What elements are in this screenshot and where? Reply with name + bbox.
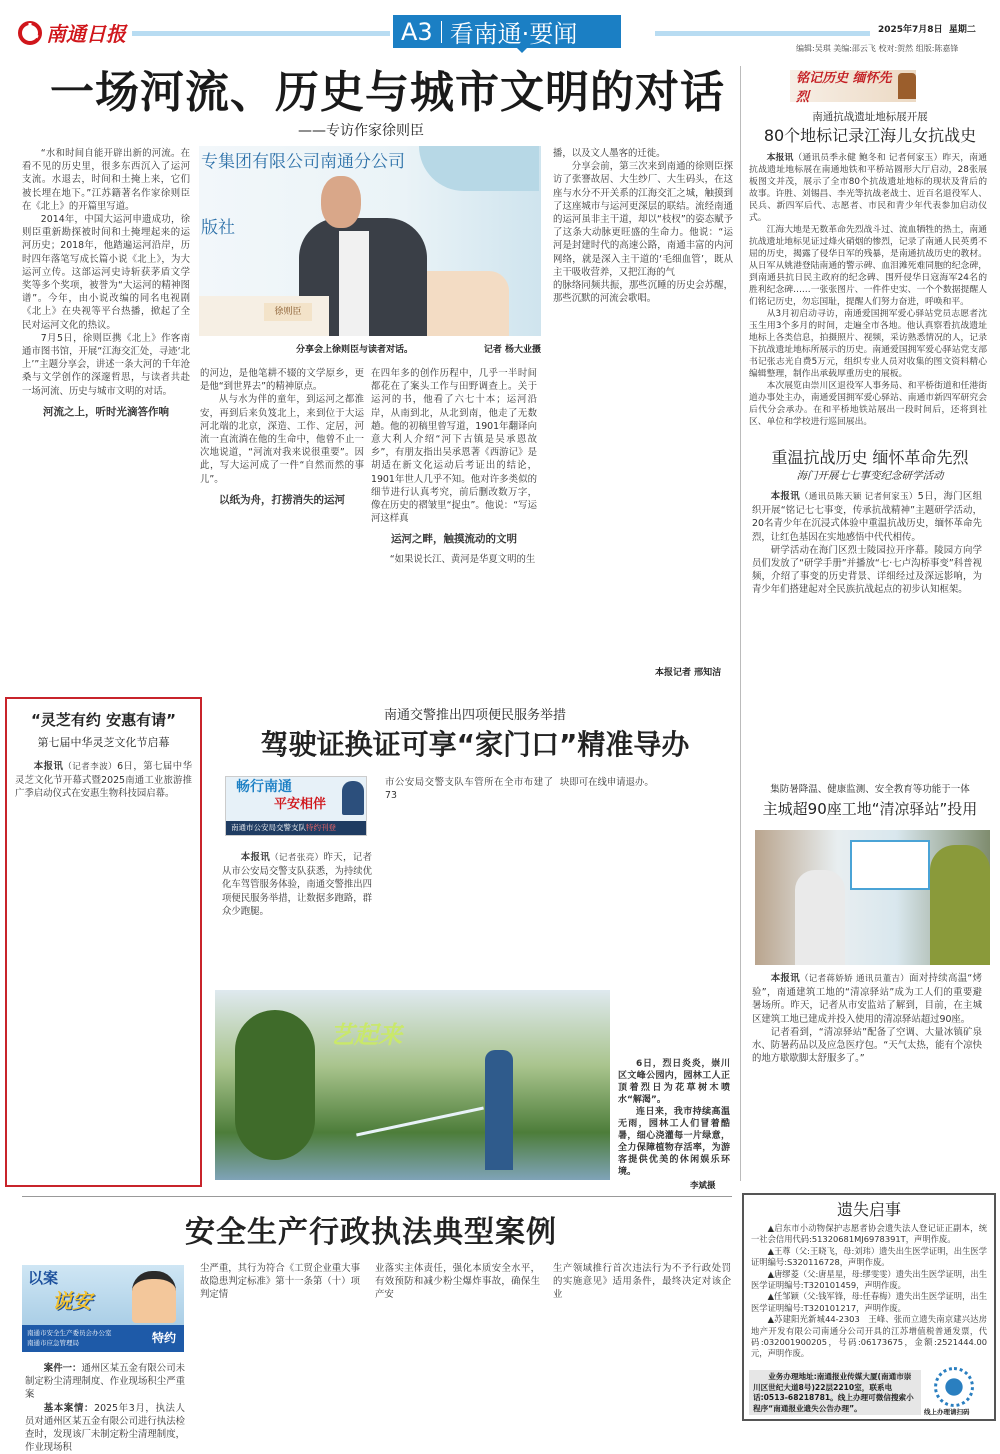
worker-figure xyxy=(795,870,845,965)
paragraph: 2014年，中国大运河申遗成功，徐则臣重新勘探被时间和土掩埋起来的运河历史；2018年，他踏遍运河沿岸，历时四年落笔写成长篇小说《北上》，为大运河立传。这部运河史诗斩获茅盾文学奖等多个奖项，被誉为“大运河的精神图谱”。今年，由小说改编的同名电视剧《北上》在央视等平台热播，掀起了全民对运河文化的热议。 xyxy=(22,214,190,331)
dateline: 本报讯 xyxy=(766,153,794,163)
lead-column-1 xyxy=(22,147,190,687)
lead-column-2 xyxy=(200,367,364,687)
article-body xyxy=(15,760,192,1180)
photo-credit: 李斌摄 xyxy=(690,1181,716,1191)
subheading: 河流之上，听时光滴答作响 xyxy=(43,405,169,418)
text: 2025年3月，执法人员对通州区某五金有限公司进行执法检查时，发现该厂未制定粉尘清理制度，作业现场积 xyxy=(25,1402,185,1454)
text: 6日，第七届中华灵芝文化节开幕式暨2025南通工业旅游推广季启动仪式在安惠生物科技园启幕。 xyxy=(15,761,192,800)
logo-line: 畅行南通 xyxy=(236,779,292,795)
dateline: 本报讯 xyxy=(770,973,800,984)
article-column-3 xyxy=(560,776,730,976)
paragraph: 的脉络同频共振，那些沉睡的历史会苏醒，那些沉默的河流会歌唱。 xyxy=(553,280,733,305)
footer-org: 南通市公安局交警支队 xyxy=(231,823,306,832)
author-photo xyxy=(199,146,541,336)
notice-board xyxy=(850,840,930,890)
photo-shirt xyxy=(339,231,369,336)
photo-nameplate: 徐则臣 xyxy=(264,303,312,321)
tree xyxy=(235,1010,315,1160)
paragraph: 播，以及文人墨客的迁徙。 xyxy=(553,148,666,159)
logo-footer xyxy=(226,821,366,835)
reporters: （记者张亮） xyxy=(270,853,324,863)
article-body xyxy=(222,851,372,981)
office-info: 业务办理地址:南通报业传媒大厦(南通市崇川区世纪大道8号)22层2210室，联系电话:0513-68218781。线上办理可微信搜索小程序“南通报业遗失公告办理”。 xyxy=(749,1370,921,1415)
photo-caption xyxy=(199,344,541,356)
banner-text: 铭记历史 缅怀先烈 xyxy=(796,71,892,105)
article-column-2 xyxy=(200,1262,360,1440)
editor-credits: 编辑:吴琪 美编:邵云飞 校对:贺然 组版:陈嘉锋 xyxy=(796,44,959,53)
article-column-2 xyxy=(385,776,553,976)
text: 5日，海门区组织开展“铭记七七事变，传承抗战精神”主题研学活动，20名青少年在沉浸式体验中重温抗战历史，缅怀革命先烈，让红色基因在实地感悟中代代相传。 xyxy=(752,491,982,543)
article-body xyxy=(25,1362,185,1454)
caption-text: 分享会上徐则臣与读者对话。 xyxy=(296,345,414,355)
paragraph: “水和时间自能开辟出新的河流。在看不见的历史里，很多东西沉入了运河支流。水退去，时间和土掩上来，它们被长埋在地下。”江苏籍著名作家徐则臣在《北上》的开篇里写道。 xyxy=(22,148,190,212)
article-column-4 xyxy=(553,1262,731,1440)
text: 昨天，南通抗战遗址地标展在南通地铁和平桥站圆形大厅启动，28张展板图文并茂，展示了全市80个抗战遗址地标的现状及背后的故事。许胜、刘锡昌、李光等抗战老战士、近百名退役军人、民兵、新四军后代、志愿者、市民和青少年代表参加启动仪式。 xyxy=(749,153,987,223)
article-body xyxy=(752,972,982,1177)
headline: 重温抗战历史 缅怀革命先烈 xyxy=(771,448,969,467)
soldiers-silhouette-icon xyxy=(898,73,916,99)
dateline: 本报讯 xyxy=(240,852,271,863)
case-title: 通州区某五金有限公司未制定粉尘清理制度、作业现场积尘严重案 xyxy=(25,1363,185,1401)
paragraph xyxy=(25,1362,185,1402)
notice-item: ▲唐缪菱（父:唐星星，母:缪雯雯）遗失出生医学证明，出生医学证明编号:T320101459，声明作废。 xyxy=(751,1268,987,1291)
photo-banner-text: 版社 xyxy=(201,218,235,238)
logo-tag: 特约 xyxy=(151,1331,176,1345)
dateline: 本报讯 xyxy=(770,491,800,502)
masthead xyxy=(0,0,1000,58)
paragraph: 块即可在线申请退办。 xyxy=(560,777,654,788)
reporters: （记者李波） xyxy=(63,762,118,772)
date: 2025年7月8日 xyxy=(878,25,943,35)
section-tab xyxy=(393,15,621,48)
logo-text: 南通日报 xyxy=(46,22,126,46)
paragraph: 从3月初启动寻访，南通爱国拥军爱心驿站党员志愿者沈玉生用3个多月的时间，走遍全市各地。他认真察看抗战遗址地标上各类信息，拍摄照片、视频，采访熟悉情况的人，记录下抗战遗址地标所展示的历史。南通爱国拥军爱心驿站党支部书记张志光自费5万元，组织专业人员对收集的图文资料精心编辑整理，制作出承载厚重历史的展板。 xyxy=(749,309,987,379)
paragraph: 从与水为伴的童年，到运河之都淮安，再到后来负笈北上，来到位于大运河北端的北京，深造、工作、定居，河流一直流淌在他的生命中，他曾不止一次地说道，“河流对我来说很重要”。因此，写大运河成了一件“自然而然的事儿”。 xyxy=(200,394,364,485)
headline: 驾驶证换证可享“家门口”精准导办 xyxy=(260,728,690,761)
tab-separator xyxy=(441,21,442,43)
park-watering-photo xyxy=(215,990,610,1180)
notice-item: ▲任邹颖（父:钱军锋，母:任春梅）遗失出生医学证明，出生医学证明编号:T320101217，声明作废。 xyxy=(751,1291,987,1313)
dateline: 本报讯 xyxy=(33,761,64,772)
section-divider xyxy=(22,1196,732,1197)
worker-figure xyxy=(930,845,990,965)
lead-column-3 xyxy=(371,367,537,687)
notice-item: ▲苏建阳光新城44-2303 王峰、张而立遗失南京建兴达房地产开发有限公司南通分公司开具的江苏增值税普通发票，代码:032001900205，号码:06173675，金额:2521444.00元，声明作废。 xyxy=(751,1314,987,1359)
paragraph: 7月5日，徐则臣携《北上》作客南通市图书馆，开展“江海交汇处，寻迹‘北上’”主题分享会，讲述一条大河的千年沧桑与文学创作的深邃哲思，与读者共赴一场河流、历史与城市文明的对话。 xyxy=(22,332,190,397)
org-name: 南通市安全生产委员会办公室 xyxy=(27,1329,112,1337)
page-number: A3 xyxy=(401,17,433,46)
cooling-station-photo xyxy=(755,830,990,965)
paragraph: 市公安局交警支队车管所在全市布建了73 xyxy=(385,777,553,802)
lead-subtitle: ——专访作家徐则臣 xyxy=(298,123,424,139)
notices-title: 遗失启事 xyxy=(836,1200,901,1219)
logo-footer xyxy=(22,1325,184,1352)
paragraph: 分享会前，第三次来到南通的徐则臣探访了张謇故居、大生纱厂、大生码头，在这座与水分不开关系的江海交汇之城，触摸到了这座城市与运河更深层的联结。流经南通的运河虽非主干道，却以“枝杈”的姿态赋予了这条大动脉更旺盛的生命力。他说：“运河是封建时代的高速公路，南通丰富的内河网络，就是深入主干道的‘毛细血管’，既从主干吸收营养，又把江海的气 xyxy=(553,161,733,278)
subheading: 以纸为舟，打捞消失的运河 xyxy=(219,493,345,506)
text: 昨天，记者从市公安局交警支队获悉，为持续优化车驾管服务体验，南通交警推出四项便民服务举措，让数据多跑路，群众少跑腿。 xyxy=(222,852,373,917)
reporters: （记者蒋娇娇 通讯员董吉） xyxy=(799,974,910,984)
paragraph: 江海大地是无数革命先烈战斗过、流血牺牲的热土，南通抗战遗址地标见证过烽火硝烟的惨烈，记录了南通人民英勇不屈的历史，揭露了侵华日军的残暴，是南通抗战历史的教材。从日军从姚港登陆南通的警示碑、血泪滩死难同胞的纪念碑，到南通县抗日民主政府的纪念碑、围歼侵华日寇海军24名的胜利纪念碑……一张张图片、一件件史实、一个个数据提醒人们铭记历史，勿忘国耻，提醒人们努力奋进，呼唤和平。 xyxy=(749,225,987,307)
paragraph: 业落实主体责任，强化本质安全水平，有效预防和减少粉尘爆炸事故，确保生产安 xyxy=(375,1263,540,1301)
safety-column-logo xyxy=(22,1265,184,1352)
subtitle: 第七届中华灵芝文化节启幕 xyxy=(37,736,170,749)
byline: 本报记者 邢知洁 xyxy=(655,668,722,678)
header-line-right xyxy=(655,31,870,36)
column-divider xyxy=(740,66,741,1181)
logo-line: 说安 xyxy=(52,1289,92,1313)
article-column-3 xyxy=(375,1262,540,1440)
article-body xyxy=(752,490,982,765)
lead-headline: 一场河流、历史与城市文明的对话 xyxy=(50,67,725,118)
qr-label: 线上办理请扫码 xyxy=(924,1408,970,1416)
paragraph xyxy=(15,760,192,801)
paragraph xyxy=(25,1402,185,1454)
paragraph: 6日，烈日炎炎，崇川区文峰公园内，园林工人正顶着烈日为花草树木喷水“解渴”。 xyxy=(618,1059,730,1105)
subtitle: 海门开展七七事变纪念研学活动 xyxy=(796,470,944,482)
qr-code[interactable] xyxy=(934,1367,974,1407)
subheading: 运河之畔，触摸流动的文明 xyxy=(391,533,517,546)
photo-face xyxy=(321,176,361,228)
issue-date xyxy=(878,22,976,35)
paragraph: 本次展览由崇川区退役军人事务局、和平桥街道和任港街道办事处主办，南通爱国拥军爱心驿站、南通市新四军研究会后代分会承办。在和平桥地铁站展出一段时间后，还将到社区、单位和学校进行巡回展出。 xyxy=(749,381,987,427)
reporters: （通讯员季永健 鲍冬和 记者何家玉） xyxy=(793,153,943,163)
section-name: 看南通·要闻 xyxy=(449,20,578,48)
kicker: 集防暑降温、健康监测、安全教育等功能于一体 xyxy=(770,784,970,795)
feature-banner xyxy=(790,70,916,105)
paragraph: “如果说长江、黄河是华夏文明的生 xyxy=(389,553,536,565)
paragraph xyxy=(752,972,982,1026)
kicker: 南通抗战遗址地标展开展 xyxy=(812,111,928,123)
paragraph: 连日来，我市持续高温无雨，园林工人们冒着酷暑，细心浇灌每一片绿意，全力保障植物存活率，为游客提供优美的休闲娱乐环境。 xyxy=(618,1107,730,1177)
headline: 安全生产行政执法典型案例 xyxy=(185,1215,557,1250)
paragraph xyxy=(749,152,987,224)
paragraph: 在四年多的创作历程中，几乎一半时间都花在了案头工作与田野调查上。关于运河的书，他看了六七十本；运河沿岸，从南到北，从北到南，他走了无数趟。他的初稿里曾写道，1901年翻译向意大利人介绍“河下古镇是吴承恩故乡”，有朋友指出吴承恩著《西游记》是胡适在新文化运动后考证出的结论，1901年世人几乎不知。他对许多类似的细节进行认真考究，前后删改数万字，像在历史的褶皱里“捉虫”。他说：“写运河这样真 xyxy=(371,368,537,525)
traffic-column-logo xyxy=(225,776,367,836)
lost-notices-box xyxy=(742,1193,996,1421)
footer-tag: 特约刊登 xyxy=(306,823,336,832)
paragraph: 研学活动在海门区烈士陵园拉开序幕。陵园方向学员们发放了“研学手册”并播放“七·七卢沟桥事变”科普视频，介绍了事变的历史背景、详细经过及深远影响，为青少年们搭建起对全民族抗战起点的初步认知框架。 xyxy=(752,544,982,596)
photo-credit: 记者 杨大业摄 xyxy=(483,345,541,355)
paragraph xyxy=(752,490,982,544)
section-tab-pointer xyxy=(517,48,527,53)
paragraph: 记者看到，“清凉驿站”配备了空调、大量冰镇矿泉水、防暑药品以及应急医疗包。“天气太热，能有个凉快的地方歇歇脚太舒服多了。” xyxy=(752,1026,982,1065)
worker-cartoon-icon xyxy=(132,1271,176,1323)
culture-festival-box xyxy=(5,697,202,1187)
weekday: 星期二 xyxy=(948,25,976,35)
water-spray xyxy=(356,1107,484,1137)
police-cartoon-icon xyxy=(342,781,364,815)
headline: 80个地标记录江海儿女抗战史 xyxy=(763,126,977,145)
org-name: 南通市应急管理局 xyxy=(27,1339,79,1347)
paragraph: 生产领域推行首次违法行为不予行政处罚的实施意见》适用条件，最终决定对该企业 xyxy=(553,1263,731,1301)
logo-line: 以案 xyxy=(28,1269,59,1287)
headline: “灵芝有约 安惠有请” xyxy=(31,711,176,729)
logo-emblem-icon xyxy=(18,21,42,45)
logo-line: 平安相伴 xyxy=(274,797,327,812)
kicker: 南通交警推出四项便民服务举措 xyxy=(383,708,566,723)
photo-banner-text: 专集团有限公司南通分公司 xyxy=(201,152,405,172)
paragraph: 的河边，是他笔耕不辍的文学原乡，更是他“到世界去”的精神原点。 xyxy=(200,368,364,393)
headline: 主城超90座工地“清凉驿站”投用 xyxy=(762,800,978,818)
article-body xyxy=(749,152,987,444)
reporters: （通讯员陈天颖 记者何家玉） xyxy=(799,492,918,502)
label: 案件一： xyxy=(43,1363,82,1374)
newspaper-logo xyxy=(18,18,126,47)
paragraph xyxy=(222,851,372,918)
photo-background-shape xyxy=(419,146,539,191)
notice-item: ▲启东市小动物保护志愿者协会遗失法人登记证正副本，统一社会信用代码:51320681MJ6978391T，声明作废。 xyxy=(751,1223,987,1245)
photo-caption xyxy=(618,1058,730,1178)
notice-item: ▲王尊（父:王晓飞，母:刘玮）遗失出生医学证明，出生医学证明编号:S320116728，声明作废。 xyxy=(751,1245,987,1268)
worker-figure xyxy=(485,1050,513,1170)
text: 面对持续高温“烤验”，南通建筑工地的“清凉驿站”成为工人们的重要避暑场所。昨天，记者从市安监站了解到，目前，在主城区建筑工地已建成并投入使用的清凉驿站超过90座。 xyxy=(752,973,982,1025)
notices-list xyxy=(751,1223,987,1360)
lead-column-4 xyxy=(553,147,733,661)
park-sign: 艺起来 xyxy=(330,1021,402,1049)
header-line-left xyxy=(132,31,390,36)
label: 基本案情： xyxy=(43,1402,95,1414)
paragraph: 尘严重，其行为符合《工贸企业重大事故隐患判定标准》第十一条第（十）项判定情 xyxy=(200,1263,360,1301)
